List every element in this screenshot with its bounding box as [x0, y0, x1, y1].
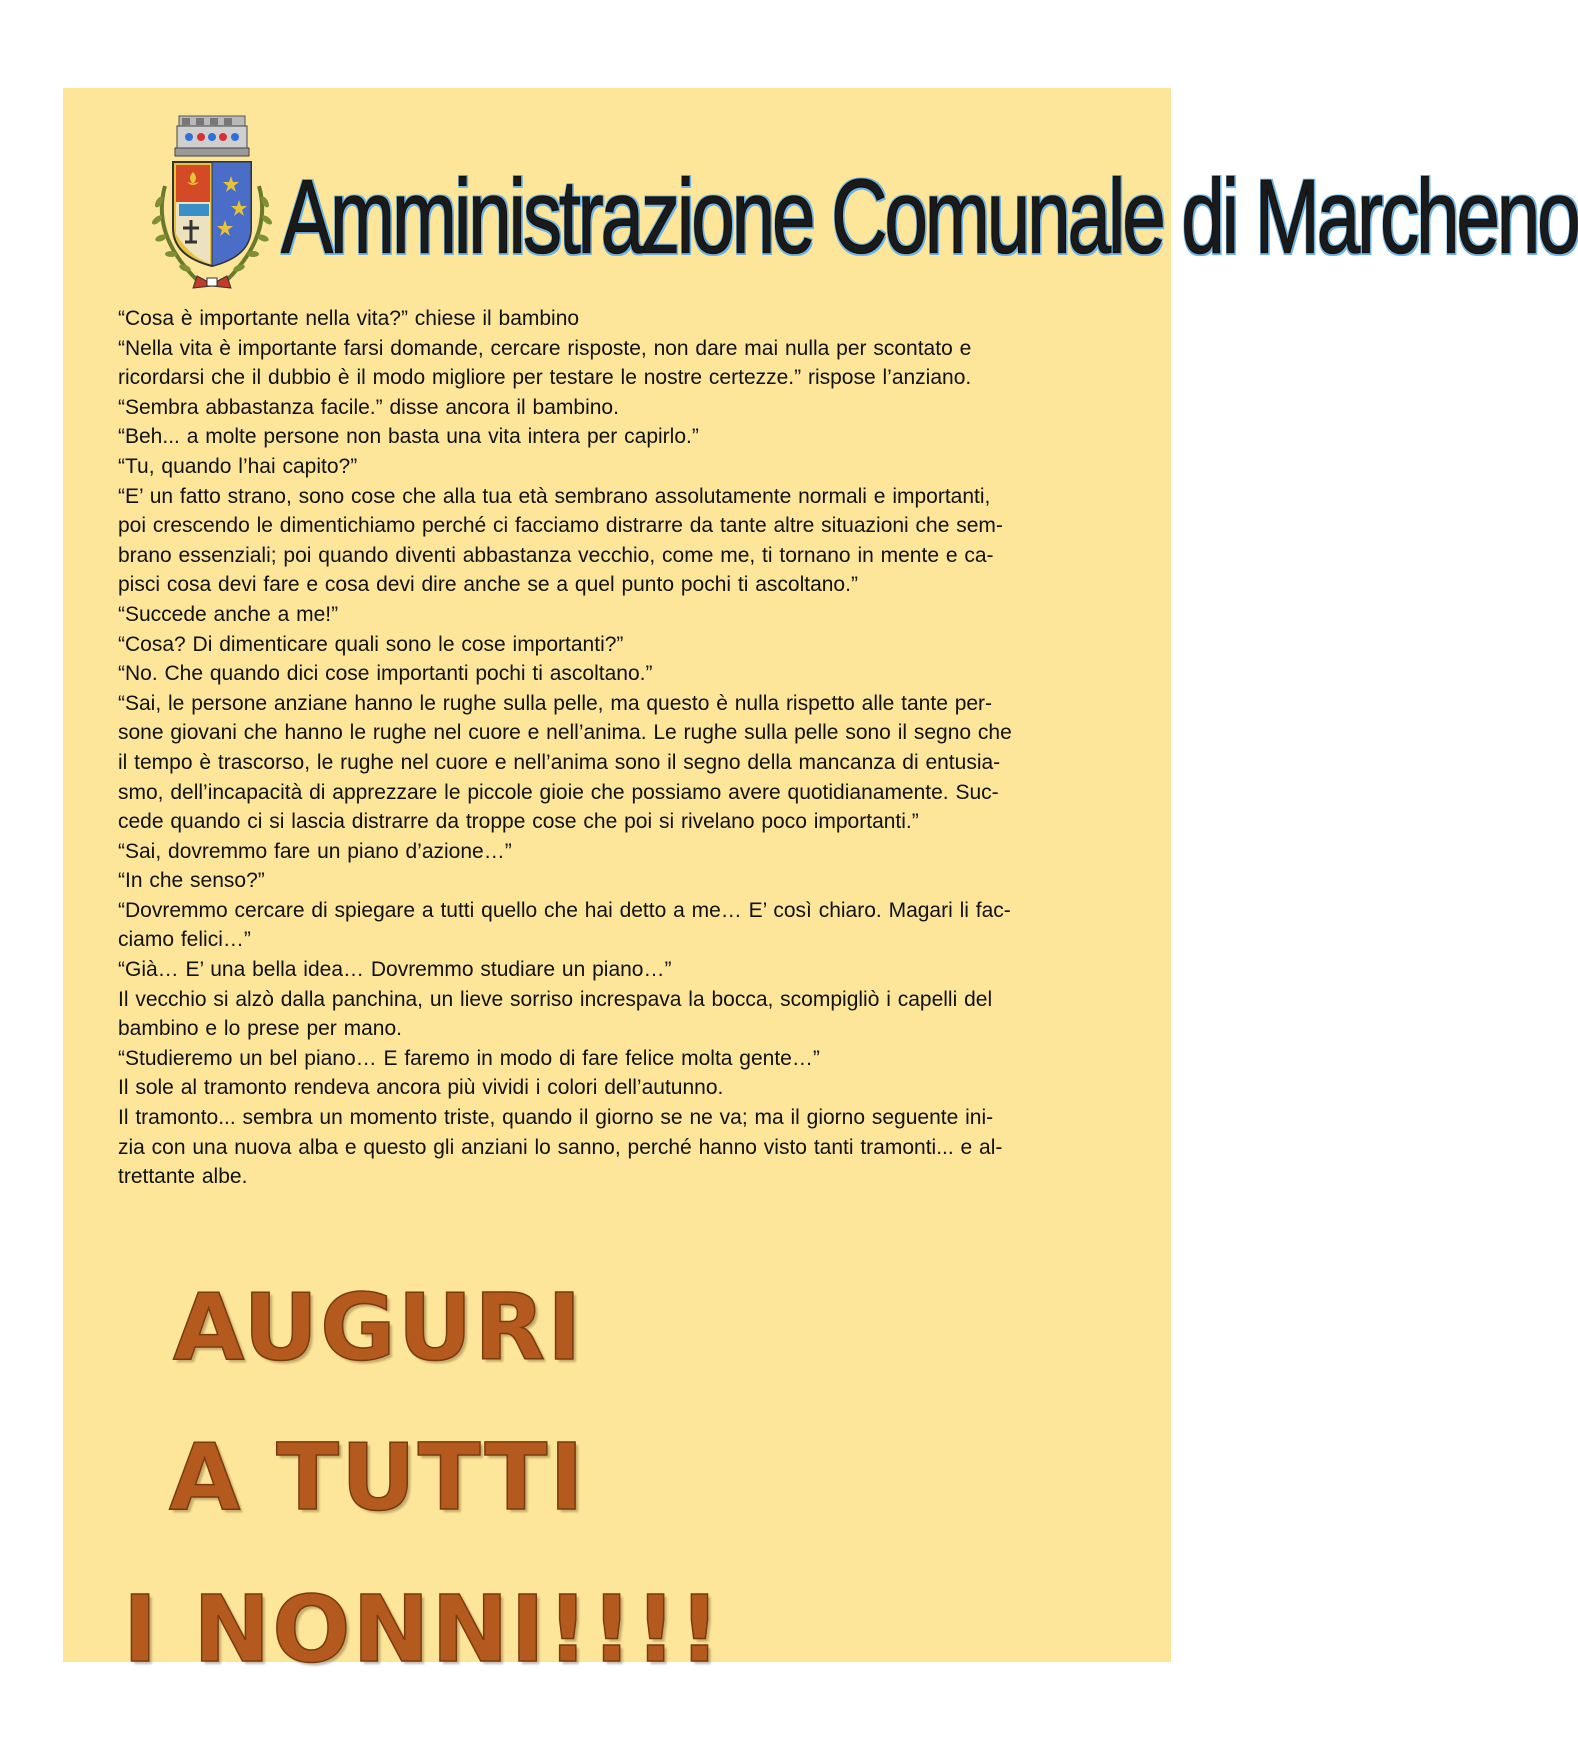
story-line: “No. Che quando dici cose importanti pochi ti ascoltano.”: [118, 662, 653, 686]
story-line: “In che senso?”: [118, 869, 265, 893]
greeting-line-2: A TUTTI: [169, 1424, 586, 1531]
story-line: smo, dell’incapacità di apprezzare le piccole gioie che possiamo avere quotidianamente. Suc-: [118, 780, 999, 804]
story-line: bambino e lo prese per mano.: [118, 1017, 402, 1041]
story-line: poi crescendo le dimentichiamo perché ci facciamo distrarre da tante altre situazioni che sem-: [118, 514, 1003, 538]
story-line: ciamo felici…”: [118, 928, 251, 952]
municipal-coat-of-arms-icon: [149, 116, 275, 294]
story-line: trettante albe.: [118, 1165, 248, 1189]
story-line: “Dovremmo cercare di spiegare a tutti quello che hai detto a me… E’ così chiaro. Magari li fac-: [118, 898, 1011, 922]
story-line: Il sole al tramonto rendeva ancora più vividi i colori dell’autunno.: [118, 1076, 724, 1100]
greeting-line-1: AUGURI: [173, 1274, 584, 1381]
story-line: “Studieremo un bel piano… E faremo in modo di fare felice molta gente…”: [118, 1046, 820, 1070]
story-line: ricordarsi che il dubbio è il modo migliore per testare le nostre certezze.” rispose l’anziano.: [118, 366, 972, 390]
story-line: Il tramonto... sembra un momento triste, quando il giorno se ne va; ma il giorno seguente ini-: [118, 1106, 994, 1130]
story-line: Il vecchio si alzò dalla panchina, un lieve sorriso increspava la bocca, scompigliò i capelli del: [118, 987, 993, 1011]
page-title: Amministrazione Comunale di Marcheno: [281, 156, 1578, 276]
story-line: “Tu, quando l’hai capito?”: [118, 454, 358, 478]
story-line: sone giovani che hanno le rughe nel cuore e nell’anima. Le rughe sulla pelle sono il segno che: [118, 721, 1012, 745]
story-line: “Cosa? Di dimenticare quali sono le cose importanti?”: [118, 632, 624, 656]
story-line: “Sembra abbastanza facile.” disse ancora il bambino.: [118, 395, 619, 419]
story-line: il tempo è trascorso, le rughe nel cuore e nell’anima sono il segno della mancanza di entusia-: [118, 750, 1001, 774]
story-line: pisci cosa devi fare e cosa devi dire anche se a quel punto pochi ti ascoltano.”: [118, 573, 858, 597]
story-line: “Beh... a molte persone non basta una vita intera per capirlo.”: [118, 425, 699, 449]
story-line: “Già… E’ una bella idea… Dovremmo studiare un piano…”: [118, 958, 672, 982]
story-line: “Sai, le persone anziane hanno le rughe sulla pelle, ma questo è nulla rispetto alle tante per-: [118, 691, 993, 715]
story-line: “Succede anche a me!”: [118, 602, 339, 626]
story-line: zia con una nuova alba e questo gli anziani lo sanno, perché hanno visto tanti tramonti... e al-: [118, 1135, 1003, 1159]
story-line: “E’ un fatto strano, sono cose che alla tua età sembrano assolutamente normali e importanti,: [118, 484, 991, 508]
story-line: “Cosa è importante nella vita?” chiese il bambino: [118, 307, 580, 330]
story-line: “Sai, dovremmo fare un piano d’azione…”: [118, 839, 512, 863]
greeting-line-3: I NONNI!!!!: [123, 1576, 723, 1683]
story-line: cede quando ci si lascia distrarre da troppe cose che poi si rivelano poco importanti.”: [118, 810, 919, 834]
poster: [63, 88, 1578, 1683]
story-line: “Nella vita è importante farsi domande, cercare risposte, non dare mai nulla per scontato e: [118, 336, 972, 360]
story-line: brano essenziali; poi quando diventi abbastanza vecchio, come me, ti tornano in mente e ca-: [118, 543, 994, 567]
story-text: [118, 304, 1118, 1192]
